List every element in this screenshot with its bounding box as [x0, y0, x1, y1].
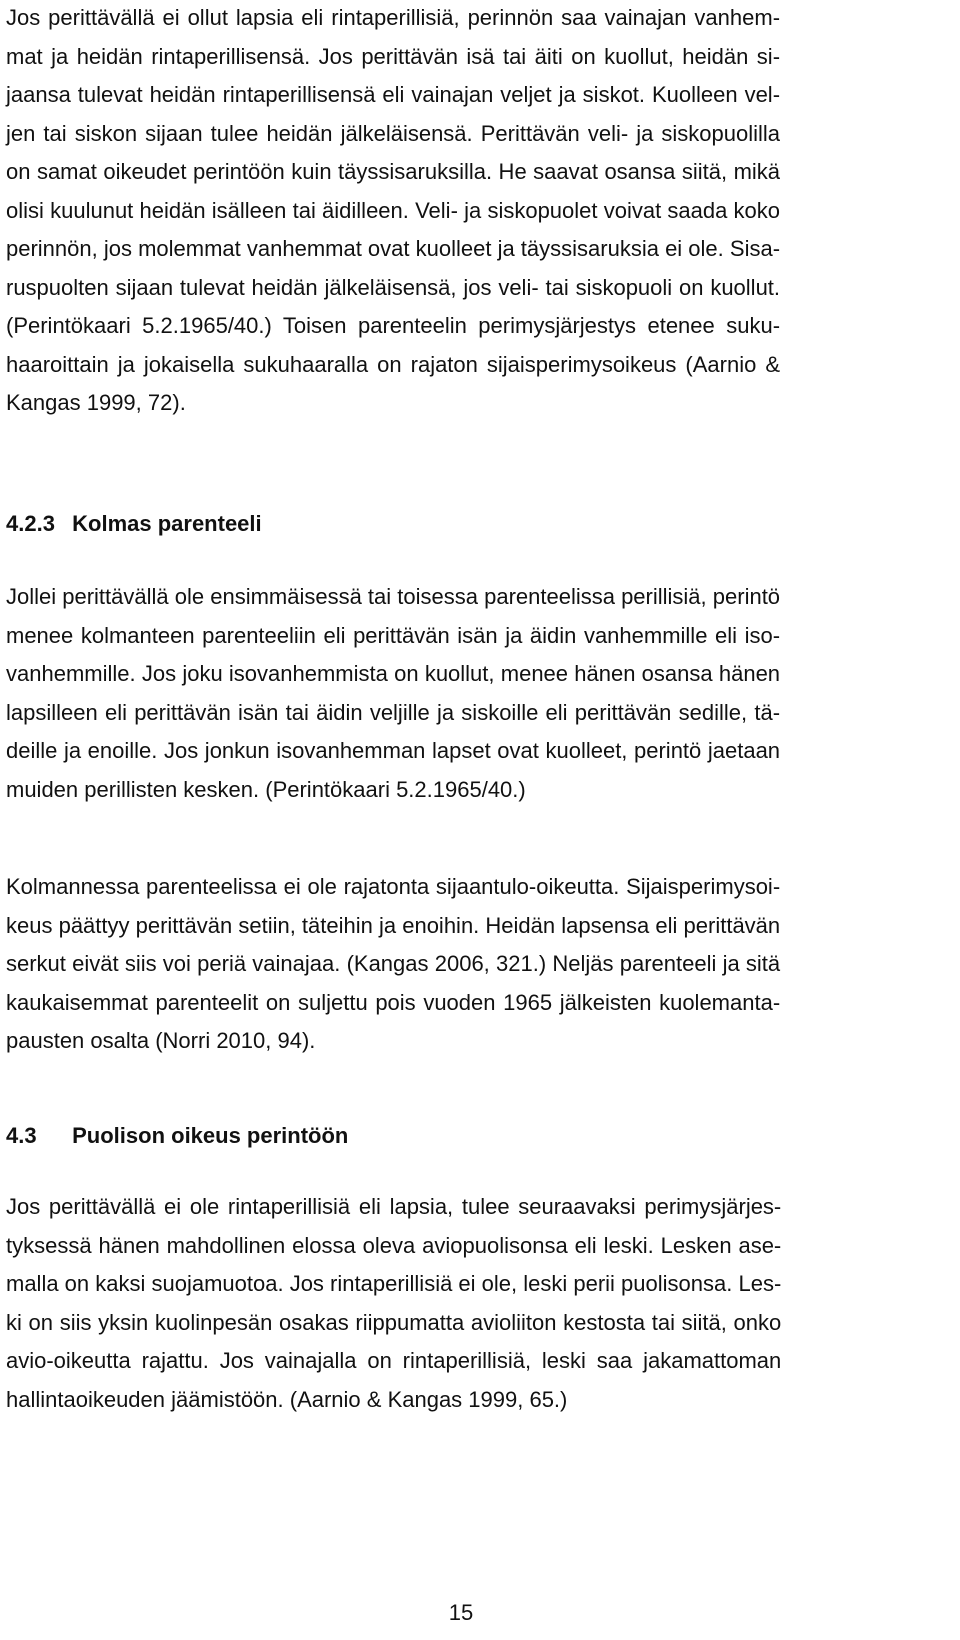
text-line: on samat oikeudet perintöön kuin täyssisaruksilla. He saavat osansa siitä, mikä: [6, 159, 781, 184]
paragraph-third-parentela: [6, 578, 780, 809]
paragraph-spouse-inheritance: [6, 1188, 781, 1419]
text-line: mat ja heidän rintaperillisensä. Jos perittävän isä tai äiti on kuollut, heidän si-: [6, 43, 781, 69]
text-line: Kangas 1999, 72).: [6, 390, 186, 415]
text-line: serkut eivät siis voi periä vainajaa. (Kangas 2006, 321.) Neljäs parenteeli ja sitä: [6, 951, 781, 976]
text-line: menee kolmanteen parenteeliin eli perittävän isän ja äidin vanhemmille eli iso-: [6, 622, 781, 648]
text-line: muiden perillisten kesken. (Perintökaari 5.2.1965/40.): [6, 776, 526, 802]
section-number: 4.2.3: [6, 511, 55, 536]
text-line: Kolmannessa parenteelissa ei ole rajatonta sijaantulo-oikeutta. Sijaisperimysoi-: [6, 874, 781, 899]
text-line: Jos perittävällä ei ollut lapsia eli rintaperillisiä, perinnön saa vainajan vanhem-: [6, 5, 781, 30]
paragraph-representation-right: [6, 868, 780, 1061]
text-line: Jos perittävällä ei ole rintaperillisiä eli lapsia, tulee seuraavaksi perimysjärjes-: [6, 1194, 782, 1219]
text-line: tyksessä hänen mahdollinen elossa oleva aviopuolisonsa eli leski. Lesken ase-: [6, 1232, 782, 1258]
text-line: kaukaisemmat parenteelit on suljettu pois vuoden 1965 jälkeisten kuolemanta-: [6, 989, 781, 1015]
text-line: perinnön, jos molemmat vanhemmat ovat kuolleet ja täyssisaruksia ei ole. Sisa-: [6, 236, 781, 261]
text-line: Jollei perittävällä ole ensimmäisessä tai toisessa parenteelissa perillisiä, perintö: [6, 584, 781, 609]
section-heading-kolmas-parenteeli: [6, 505, 262, 544]
section-title: Kolmas parenteeli: [72, 511, 262, 536]
section-title: Puolison oikeus perintöön: [72, 1123, 349, 1148]
section-heading-puolison-oikeus: [6, 1117, 348, 1156]
page-number: 15: [448, 1600, 474, 1625]
text-line: (Perintökaari 5.2.1965/40.) Toisen parenteelin perimysjärjestys etenee suku-: [6, 313, 781, 338]
section-number: 4.3: [6, 1123, 37, 1148]
text-line: lapsilleen eli perittävän isän tai äidin veljille ja siskoille eli perittävän sedille, tä-: [6, 699, 781, 725]
text-line: pausten osalta (Norri 2010, 94).: [6, 1028, 316, 1053]
text-line: vanhemmille. Jos joku isovanhemmista on kuollut, menee hänen osansa hänen: [6, 661, 781, 686]
text-line: olisi kuulunut heidän isälleen tai äidilleen. Veli- ja siskopuolet voivat saada koko: [6, 197, 781, 223]
text-line: hallintaoikeuden jäämistöön. (Aarnio & Kangas 1999, 65.): [6, 1386, 568, 1412]
paragraph-second-parentela: [6, 0, 780, 423]
text-line: avio-oikeutta rajattu. Jos vainajalla on rintaperillisiä, leski saa jakamattoman: [6, 1348, 782, 1373]
text-line: haaroittain ja jokaisella sukuhaaralla on rajaton sijaisperimysoikeus (Aarnio &: [6, 351, 781, 377]
text-line: ruspuolten sijaan tulevat heidän jälkeläisensä, jos veli- tai siskopuoli on kuollut.: [6, 274, 781, 300]
text-line: ki on siis yksin kuolinpesän osakas riippumatta avioliiton kestosta tai siitä, onko: [6, 1309, 782, 1335]
text-line: keus päättyy perittävän setiin, täteihin ja enoihin. Heidän lapsensa eli perittävän: [6, 912, 781, 938]
text-line: deille ja enoille. Jos jonkun isovanhemman lapset ovat kuolleet, perintö jaetaan: [6, 738, 781, 763]
text-line: malla on kaksi suojamuotoa. Jos rintaperillisiä ei ole, leski perii puolisonsa. Les-: [6, 1271, 782, 1296]
text-line: jen tai siskon sijaan tulee heidän jälkeläisensä. Perittävän veli- ja siskopuolilla: [6, 120, 781, 146]
text-line: jaansa tulevat heidän rintaperillisensä eli vainajan veljet ja siskot. Kuolleen vel-: [6, 82, 781, 107]
